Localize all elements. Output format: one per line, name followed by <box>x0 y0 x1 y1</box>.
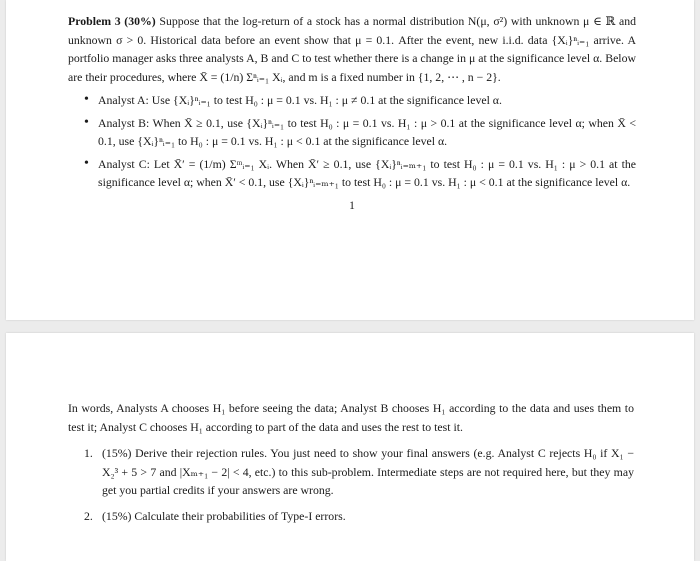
question-2 <box>84 507 634 526</box>
question-1 <box>84 444 634 500</box>
summary-paragraph: In words, Analysts A chooses H₁ before seeing the data; Analyst B chooses H₁ according to the data and uses them to test it; Analyst C chooses H₁ according to part of the data and uses the rest to test it. <box>68 401 634 434</box>
question-1-text: (15%) Derive their rejection rules. You just need to show your final answers (e.g. Analyst C rejects H₀ if X₁ − X₂³ + 5 > 7 and |Xₘ₊₁ − 2| < 4, etc.) to this sub-problem. Intermediate steps are not required here, but they may get you partial credits if your answers are wrong. <box>102 446 634 497</box>
question-1-number: 1. <box>84 446 93 460</box>
problem-intro <box>68 12 636 86</box>
page-1 <box>6 0 694 320</box>
question-2-number: 2. <box>84 508 93 523</box>
problem-heading: Problem 3 (30%) <box>68 14 156 28</box>
question-list <box>84 444 634 525</box>
analyst-b-item: • Analyst B: When X̄ ≥ 0.1, use {Xᵢ}ⁿᵢ₌₁ to test H₀ : μ = 0.1 vs. H₁ : μ > 0.1 at the significance level α; when X̄ < 0.1, use {Xᵢ}ⁿᵢ₌₁ to H₀ : μ = 0.1 vs. H₁ : μ < 0.1 at the significance level α. <box>84 114 636 151</box>
question-2-text: (15%) Calculate their probabilities of Type-I errors. <box>102 508 346 523</box>
analyst-a-item: • Analyst A: Use {Xᵢ}ⁿᵢ₌₁ to test H₀ : μ = 0.1 vs. H₁ : μ ≠ 0.1 at the significance level α. <box>84 91 636 110</box>
page-2 <box>6 333 694 561</box>
problem-intro-text: Suppose that the log-return of a stock has a normal distribution N(μ, σ²) with unknown μ ∈ ℝ and unknown σ > 0. Historical data before an event show that μ = 0.1. After the event, new i.i.d. data {Xᵢ}ⁿᵢ₌₁ arrive. A portfolio manager asks three analysts A, B and C to test whether there is a change in μ at the significance level α. Below are their procedures, where X̄ = (1/n) Σⁿᵢ₌₁ Xᵢ, and m is a fixed number in {1, 2, ⋯ , n − 2}. <box>68 14 636 84</box>
analyst-c-item: • Analyst C: Let X̄′ = (1/m) Σᵐᵢ₌₁ Xᵢ. When X̄′ ≥ 0.1, use {Xᵢ}ⁿᵢ₌ₘ₊₁ to test H₀ : μ = 0.1 vs. H₁ : μ > 0.1 at the significance level α; when X̄′ < 0.1, use {Xᵢ}ⁿᵢ₌ₘ₊₁ to test H₀ : μ = 0.1 vs. H₁ : μ < 0.1 at the significance level α. <box>84 155 636 192</box>
page-number: 1 <box>349 199 355 212</box>
analyst-list <box>84 91 636 192</box>
